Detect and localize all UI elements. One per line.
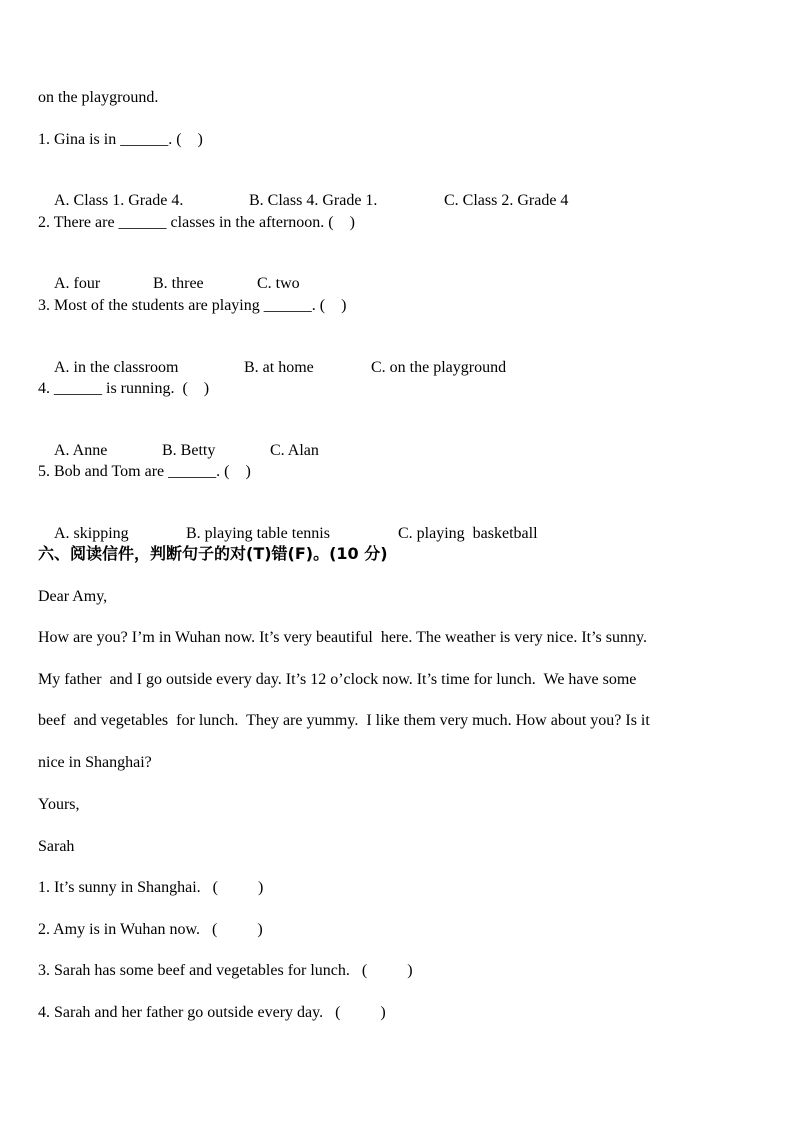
statement-3: 3. Sarah has some beef and vegetables for lunch. ( ) <box>38 962 413 979</box>
option-a: A. four <box>54 275 101 292</box>
passage-tail: on the playground. <box>38 89 159 106</box>
question-3-stem: 3. Most of the students are playing ______. ( ) <box>38 297 347 314</box>
statement-2: 2. Amy is in Wuhan now. ( ) <box>38 921 263 938</box>
statement-1: 1. It’s sunny in Shanghai. ( ) <box>38 879 264 896</box>
section-heading: 六、阅读信件，判断句子的对(T)错(F)。(10 分) <box>38 544 388 563</box>
letter-line: nice in Shanghai? <box>38 754 152 771</box>
option-c: C. Alan <box>270 442 319 459</box>
question-5-stem: 5. Bob and Tom are ______. ( ) <box>38 463 251 480</box>
option-a: A. Class 1. Grade 4. <box>54 192 184 209</box>
letter-line: beef and vegetables for lunch. They are yummy. I like them very much. How about you? Is it <box>38 712 650 729</box>
option-b: B. at home <box>244 359 314 376</box>
letter-signature: Sarah <box>38 838 75 855</box>
letter-greeting: Dear Amy, <box>38 588 108 605</box>
option-c: C. Class 2. Grade 4 <box>444 192 569 209</box>
letter-line: My father and I go outside every day. It’s 12 o’clock now. It’s time for lunch. We have some <box>38 671 637 688</box>
option-c: C. two <box>257 275 300 292</box>
question-2-stem: 2. There are ______ classes in the afternoon. ( ) <box>38 214 355 231</box>
letter-closing: Yours, <box>38 796 80 813</box>
option-a: A. in the classroom <box>54 359 179 376</box>
letter-line: How are you? I’m in Wuhan now. It’s very beautiful here. The weather is very nice. It’s sunny. <box>38 629 647 646</box>
option-c: C. playing basketball <box>398 525 538 542</box>
statement-4: 4. Sarah and her father go outside every day. ( ) <box>38 1004 386 1021</box>
option-b: B. Class 4. Grade 1. <box>249 192 378 209</box>
option-b: B. three <box>153 275 204 292</box>
option-a: A. skipping <box>54 525 129 542</box>
option-b: B. Betty <box>162 442 216 459</box>
option-b: B. playing table tennis <box>186 525 330 542</box>
question-4-stem: 4. ______ is running. ( ) <box>38 380 210 397</box>
option-c: C. on the playground <box>371 359 507 376</box>
option-a: A. Anne <box>54 442 108 459</box>
question-1-stem: 1. Gina is in ______. ( ) <box>38 131 203 148</box>
